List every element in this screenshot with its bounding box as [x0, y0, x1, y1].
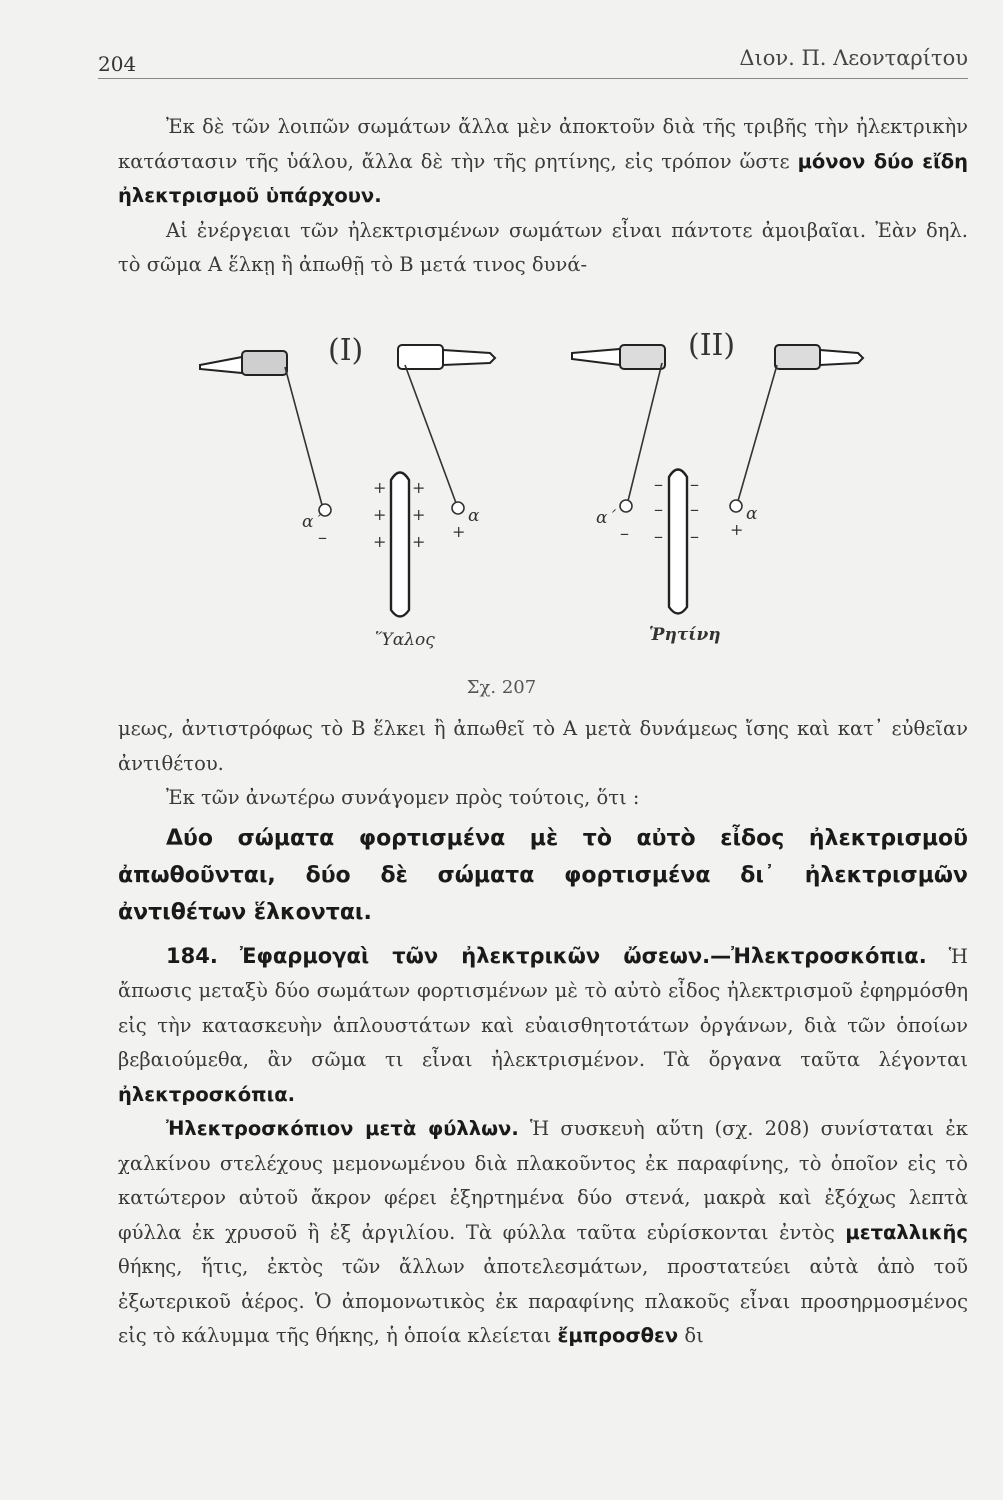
svg-text:–: –: [654, 526, 663, 547]
header-rule: [98, 78, 968, 79]
resin-label: Ῥητίνη: [649, 625, 721, 645]
law-statement: Δύο σώματα φορτισμένα μὲ τὸ αὐτὸ εἶδος ἠλεκτρισμοῦ ἀπωθοῦνται, δύο δὲ σώματα φορτισμένα δι᾽ ἠλεκτρισμῶν ἀντιθέτων ἕλκονται.: [118, 825, 968, 925]
ball-a-prime-ii: [596, 500, 632, 544]
svg-text:α΄: α΄: [302, 512, 322, 532]
figure-207: [190, 305, 880, 705]
svg-text:+: +: [412, 478, 426, 497]
svg-text:+: +: [412, 532, 426, 551]
section-184: [118, 939, 968, 1113]
support-left-i: [200, 351, 322, 505]
section-title: Ἐφαρμογαὶ τῶν ἠλεκτρικῶν ὤσεων.—Ἠλεκτροσκόπια.: [239, 943, 927, 968]
svg-text:+: +: [373, 478, 387, 497]
svg-text:+: +: [452, 522, 466, 541]
svg-text:+: +: [373, 532, 387, 551]
figure-label-i: (I): [328, 333, 364, 368]
paragraph-5: Ἠλεκτροσκόπιον μετὰ φύλλων. Ἡ συσκευὴ αὕτη (σχ. 208) συνίσταται ἐκ χαλκίνου στελέχους μεμονωμένου διὰ πλακοῦντος ἐκ παραφίνης, τὸ ὁποῖον εἰς τὸ κατώτερον αὐτοῦ ἄκρον φέρει ἐξηρτημένα δύο στενά, μακρὰ καὶ ἐξόχως λεπτὰ φύλλα ἐκ χρυσοῦ ἢ ἐξ ἀργιλίου. Τὰ φύλλα ταῦτα εὑρίσκονται ἐντὸς μεταλλικῆς θήκης, ἥτις, ἐκτὸς τῶν ἄλλων ἀποτελεσμάτων, προστατεύει αὐτὰ ἀπὸ τοῦ ἐξωτερικοῦ ἀέρος. Ὁ ἀπομονωτικὸς ἐκ παραφίνης πλακοῦς εἶναι προσηρμοσμένος εἰς τὸ κάλυμμα τῆς θήκης, ἡ ὁποία κλείεται ἔμπροσθεν δι: [118, 1117, 968, 1347]
paragraph-1: [118, 110, 968, 214]
figure-caption: Σχ. 207: [466, 677, 537, 698]
text-block-bottom: [118, 712, 968, 1354]
svg-text:+: +: [412, 505, 426, 524]
ball-a-prime-i: [302, 504, 331, 548]
support-left-ii: [572, 345, 665, 501]
paragraph-4: Ἐκ τῶν ἀνωτέρω συνάγομεν πρὸς τούτοις, ὅτι :: [166, 786, 640, 809]
paragraph-1-text: Ἐκ δὲ τῶν λοιπῶν σωμάτων ἄλλα μὲν ἀποκτοῦν διὰ τῆς τριβῆς τὴν ἠλεκτρικὴν κατάστασιν τῆς ὑάλου, ἄλλα δὲ τὴν τῆς ρητίνης, εἰς τρόπον ὥστε: [118, 115, 968, 173]
page-header: [98, 40, 968, 80]
ball-a-ii: [730, 500, 758, 539]
glass-label: Ὕαλος: [375, 630, 435, 650]
resin-rod: [649, 470, 721, 646]
paragraph-3: μεως, ἀντιστρόφως τὸ Β ἕλκει ἢ ἀπωθεῖ τὸ Α μετὰ δυνάμεως ἴσης καὶ κατ᾽ εὐθεῖαν ἀντιθέτου.: [118, 717, 968, 775]
svg-text:α: α: [468, 506, 480, 526]
svg-text:α΄: α΄: [596, 508, 616, 528]
paragraph-2: Αἱ ἐνέργειαι τῶν ἠλεκτρισμένων σωμάτων εἶναι πάντοτε ἀμοιβαῖαι. Ἐὰν δηλ. τὸ σῶμα Α ἕλκῃ ἢ ἀπωθῇ τὸ Β μετά τινος δυνά-: [118, 218, 968, 276]
glass-rod: [373, 473, 435, 651]
svg-text:–: –: [690, 526, 699, 547]
svg-text:–: –: [620, 523, 629, 544]
section-number: 184.: [166, 943, 218, 968]
figure-label-ii: (II): [688, 328, 736, 363]
svg-text:–: –: [654, 474, 663, 495]
svg-text:+: +: [730, 520, 744, 539]
running-head: Διον. Π. Λεονταρίτου: [739, 46, 968, 70]
svg-text:+: +: [373, 505, 387, 524]
svg-text:–: –: [654, 499, 663, 520]
section-bold: ἠλεκτροσκόπια.: [118, 1082, 295, 1106]
paragraph-1-bold: μόνον δύο εἴδη ἠλεκτρισμοῦ ὑπάρχουν.: [118, 149, 969, 207]
text-block-top: [118, 110, 968, 283]
section-text: Ἡ ἄπωσις μεταξὺ δύο σωμάτων φορτισμένων μὲ τὸ αὐτὸ εἶδος ἠλεκτρισμοῦ ἐφηρμόσθη εἰς τὴν κατασκευὴν ἁπλουστάτων καὶ εὐαισθητοτάτων ὀργάνων, διὰ τῶν ὁποίων βεβαιούμεθα, ἂν σῶμα τι εἶναι ἠλεκτρισμένον. Τὰ ὄργανα ταῦτα λέγονται: [118, 944, 969, 1071]
svg-text:–: –: [690, 499, 699, 520]
svg-text:α: α: [746, 504, 758, 524]
ball-a-i: [452, 502, 480, 541]
support-right-ii: [738, 345, 863, 501]
page-number: 204: [98, 52, 137, 76]
svg-text:–: –: [318, 527, 327, 548]
svg-text:–: –: [690, 474, 699, 495]
paragraph-5-title: Ἠλεκτροσκόπιον μετὰ φύλλων.: [166, 1117, 519, 1140]
